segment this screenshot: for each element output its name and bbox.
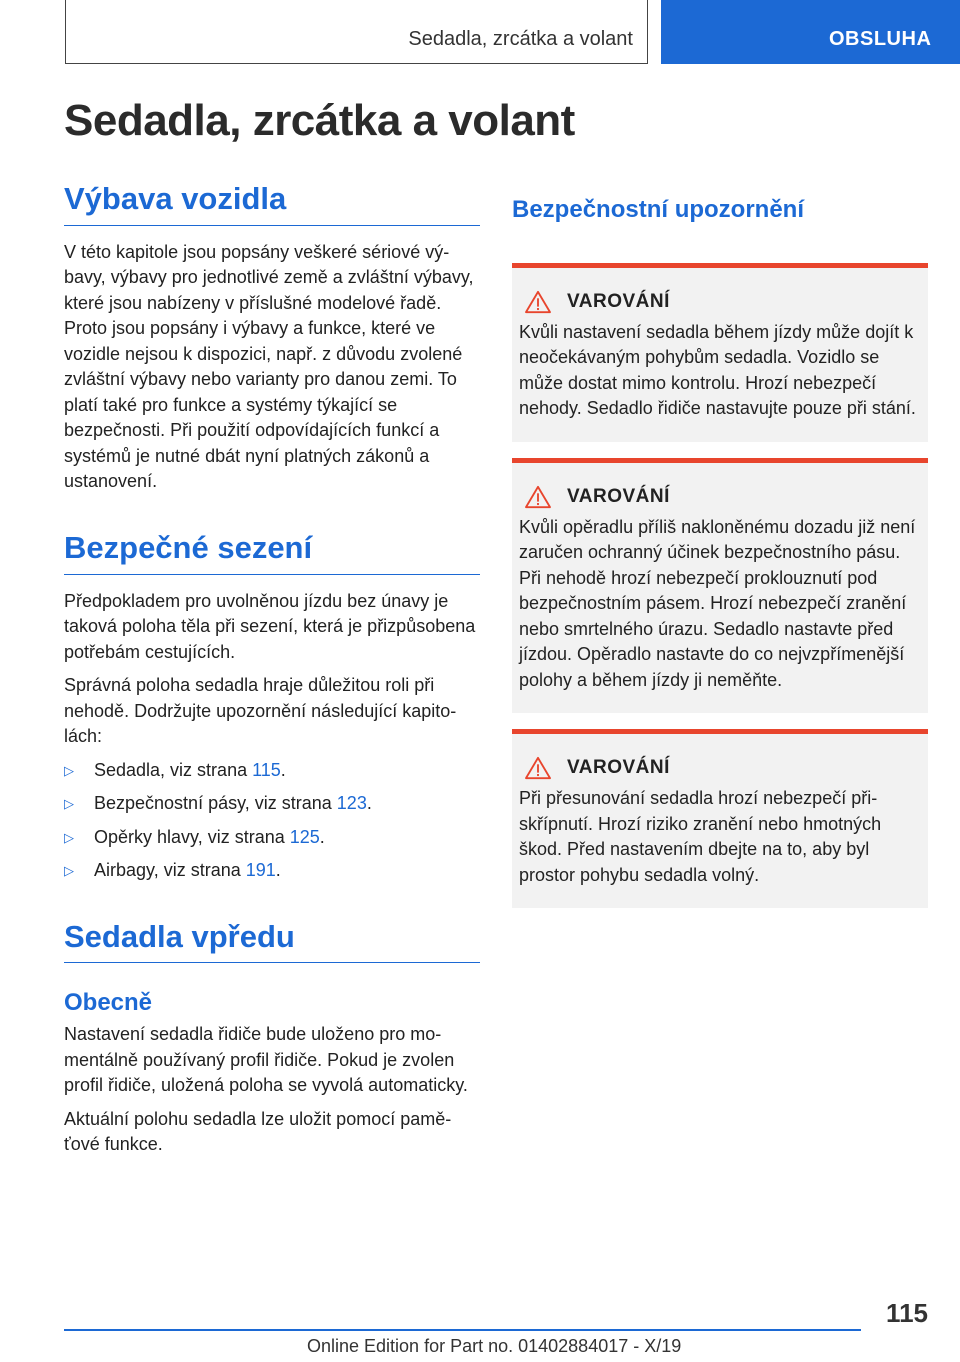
heading-sezeni: Bezpečné sezení xyxy=(64,529,480,575)
triangle-bullet-icon: ▷ xyxy=(64,796,74,811)
page-title: Sedadla, zrcátka a volant xyxy=(64,96,575,145)
page-number: 115 xyxy=(886,1298,928,1328)
paragraph-sezeni-1: Předpokladem pro uvolněnou jízdu bez únavy je taková poloha těla při sezení, která je přizpůsobena potřebám cestujících. xyxy=(64,590,476,662)
ref-end: . xyxy=(366,793,372,813)
paragraph-vybava: V této kapitole jsou popsány veškeré sériové výbavy, výbavy pro jednotlivé země a zvláštní výbavy, které jsou nabízeny v příslušné modelové řadě. Proto jsou popsány i výbavy a funkce, které ve vozidle nejsou k dispozici, např. z důvodu zvolené zvláštní výbavy nebo varianty pro danou zemi. To platí také pro funkce a systémy týkající se bezpečnosti. Při použití odpovídajících funkcí a systémů je nutné dbát nyní platných zákonů a ustanovení. xyxy=(64,241,474,492)
ref-label: Opěrky hlavy, viz strana xyxy=(94,826,290,847)
heading-vpredu: Sedadla vpředu xyxy=(64,918,480,964)
subheading-obecne: Obecně xyxy=(64,989,153,1017)
ref-end: . xyxy=(280,759,286,780)
list-item xyxy=(64,758,480,784)
warning-box xyxy=(512,458,928,714)
warning-text: Kvůli opěradlu příliš nakloněnému dozadu již není zaručen ochranný účinek bezpečnostního pásu. Při nehodě hrozí nebezpečí proklouznutí pod bezpečnostním pásem. Hrozí nebezpečí zranění nebo smrtelného úrazu. Sedadlo nastavte před jízdou. Opěradlo nastavte do co nejvzpřímenější polohy a během jízdy ji neměňte. xyxy=(519,516,916,690)
section-tab-label: OBSLUHA xyxy=(829,28,932,50)
list-item xyxy=(64,858,480,884)
warning-title: VAROVÁNÍ xyxy=(567,757,670,779)
list-item xyxy=(64,791,480,817)
warning-box xyxy=(512,263,928,442)
ref-end: . xyxy=(275,860,281,880)
ref-end: . xyxy=(319,826,325,847)
section-tab xyxy=(661,0,960,64)
ref-label: Airbagy, viz strana xyxy=(94,860,246,880)
warning-title: VAROVÁNÍ xyxy=(567,485,670,507)
triangle-bullet-icon: ▷ xyxy=(64,762,74,778)
paragraph-vpredu-1: Nastavení sedadla řidiče bude uloženo pro momentálně používaný profil řidiče. Pokud je zvolen profil řidiče, uložená poloha se vyvolá automaticky. xyxy=(64,1024,468,1096)
warning-text: Kvůli nastavení sedadla během jízdy může dojít k neočekávaným pohybům sedadla. Vozidlo se může dostat mimo kontrolu. Hrozí nebezpečí nehody. Sedadlo řidiče nastavujte pouze při stání. xyxy=(519,321,916,419)
right-column xyxy=(512,180,928,908)
heading-vybava: Výbava vozidla xyxy=(64,180,480,226)
paragraph-sezeni-2: Správná poloha sedadla hraje důležitou roli při nehodě. Dodržujte upozornění následující kapitolách: xyxy=(64,675,457,746)
page-link[interactable]: 125 xyxy=(289,826,320,847)
warning-triangle-icon xyxy=(523,756,553,780)
reference-list xyxy=(64,758,480,884)
warning-triangle-icon xyxy=(523,290,553,314)
left-column xyxy=(64,180,480,1176)
ref-label: Sedadla, viz strana xyxy=(94,759,253,780)
warning-triangle-icon xyxy=(523,485,553,509)
page-link[interactable]: 123 xyxy=(336,793,367,813)
heading-bezpecnostni-upozorneni: Bezpečnostní upozornění xyxy=(512,196,805,223)
list-item xyxy=(64,825,480,851)
section-vpredu xyxy=(64,918,480,1158)
section-sezeni xyxy=(64,529,480,884)
warning-header xyxy=(519,485,916,509)
ref-label: Bezpečnostní pásy, viz strana xyxy=(94,793,337,813)
running-header xyxy=(65,0,648,64)
footer-edition: Online Edition for Part no. 01402884017 - X/19 xyxy=(307,1336,682,1356)
warning-text: Při přesunování sedadla hrozí nebezpečí přiskřípnutí. Hrozí riziko zranění nebo hmotných škod. Před nastavením dbejte na to, aby byl prostor pohybu sedadla volný. xyxy=(519,788,882,885)
warning-box xyxy=(512,729,928,908)
triangle-bullet-icon: ▷ xyxy=(64,829,74,845)
page-link[interactable]: 191 xyxy=(245,860,276,880)
paragraph-vpredu-2: Aktuální polohu sedadla lze uložit pomocí paměťové funkce. xyxy=(64,1108,452,1155)
triangle-bullet-icon: ▷ xyxy=(64,863,74,878)
page-link[interactable]: 115 xyxy=(252,759,281,780)
warning-header xyxy=(519,756,916,780)
footer-divider xyxy=(64,1329,861,1331)
section-vybava xyxy=(64,180,480,495)
running-header-title: Sedadla, zrcátka a volant xyxy=(408,28,633,50)
warning-title: VAROVÁNÍ xyxy=(567,290,670,312)
warning-header xyxy=(519,290,916,314)
